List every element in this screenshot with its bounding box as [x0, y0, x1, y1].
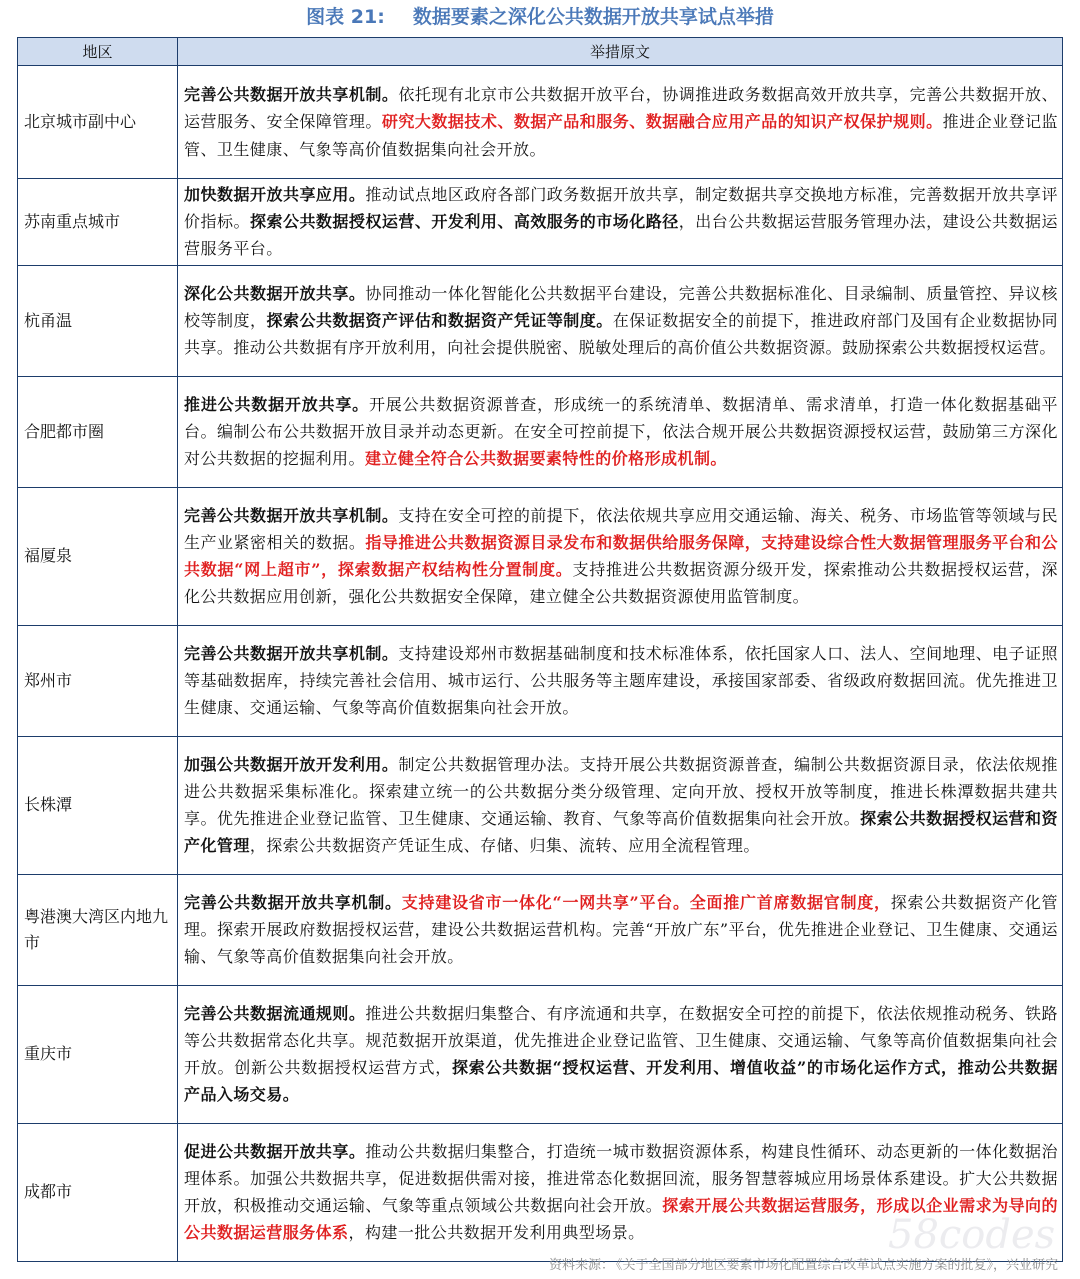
column-header-measures: 举措原文 [178, 38, 1063, 66]
emphasis-text: 探索公共数据“授权运营、开发利用、增值收益”的市场化运作方式，推动公共数据产品入场交易。 [184, 1058, 1058, 1105]
table-header-row [18, 38, 1063, 66]
heading-text: 完善公共数据开放共享机制。 [184, 85, 399, 105]
heading-text: 完善公共数据流通规则。 [184, 1003, 366, 1023]
emphasis-text: 探索公共数据授权运营、开发利用、高效服务的市场化路径 [249, 212, 679, 232]
measure-cell [178, 1123, 1063, 1261]
table-row [18, 625, 1063, 736]
measure-cell [178, 265, 1063, 376]
heading-text: 深化公共数据开放共享。 [184, 283, 366, 303]
region-cell: 合肥都市圈 [18, 376, 178, 487]
region-cell: 成都市 [18, 1123, 178, 1261]
watermark: 58codes [888, 1212, 1056, 1258]
table-row [18, 1123, 1063, 1261]
measures-table [17, 37, 1063, 1262]
source-text: 《关于全国部分地区要素市场化配置综合改革试点实施方案的批复》，兴业研究 [615, 1258, 1058, 1273]
body-text: ，出台公共数据运营服务管理办法，建设公共数据运营服务平台。 [184, 212, 1058, 259]
table-body [18, 66, 1063, 1262]
body-text: 推进企业登记监管、卫生健康、气象等高价值数据集向社会开放。 [184, 112, 1059, 159]
heading-text: 完善公共数据开放共享机制。 [184, 505, 399, 525]
heading-text: 促进公共数据开放共享。 [184, 1141, 366, 1161]
body-text: 推动公共数据归集整合，打造统一城市数据资源体系，构建良性循环、动态更新的一体化数据治理体系。加强公共数据共享，促进数据供需对接，推进常态化数据回流，服务智慧蓉城应用场景体系建设。扩大公共数据开放，积极推动交通运输、气象等重点领域公共数据向社会开放。 [184, 1141, 1058, 1216]
figure-title-text: 数据要素之深化公共数据开放共享试点举措 [412, 6, 774, 28]
body-text: 支持建设郑州市数据基础制度和技术标准体系，依托国家人口、法人、空间地理、电子证照等基础数据库，持续完善社会信用、城市运行、公共服务等主题库建设，承接国家部委、省级政府数据回流。优先推进卫生健康、交通运输、气象等高价值数据集向社会开放。 [184, 643, 1058, 718]
column-header-region: 地区 [18, 38, 178, 66]
measure-cell [178, 66, 1063, 179]
heading-text: 加强公共数据开放开发利用。 [184, 754, 399, 774]
figure-title [0, 0, 1080, 34]
region-cell: 北京城市副中心 [18, 66, 178, 179]
region-cell: 郑州市 [18, 625, 178, 736]
emphasis-text: 探索公共数据授权运营和资产化管理 [184, 809, 1058, 856]
body-text: 支持在安全可控的前提下，依法依规共享应用交通运输、海关、税务、市场监管等领域与民生产业紧密相关的数据。 [184, 505, 1058, 552]
table-row [18, 66, 1063, 179]
table-row [18, 874, 1063, 985]
body-text: 协同推动一体化智能化公共数据平台建设，完善公共数据标准化、目录编制、质量管控、异议核校等制度， [184, 283, 1058, 330]
body-text: 在保证数据安全的前提下，推进政府部门及国有企业数据协同共享。推动公共数据有序开放利用，向社会提供脱密、脱敏处理后的高价值公共数据资源。鼓励探索公共数据授权运营。 [184, 311, 1058, 358]
table-row [18, 265, 1063, 376]
region-cell: 粤港澳大湾区内地九市 [18, 874, 178, 985]
region-cell: 杭甬温 [18, 265, 178, 376]
measure-cell [178, 376, 1063, 487]
heading-text: 加快数据开放共享应用。 [184, 185, 366, 204]
body-text: ，探索公共数据资产凭证生成、存储、归集、流转、应用全流程管理。 [249, 836, 760, 856]
highlight-text: 指导推进公共数据资源目录发布和数据供给服务保障，支持建设综合性大数据管理服务平台和公共数据“网上超市”，探索数据产权结构性分置制度。 [184, 532, 1058, 580]
highlight-text: 支持建设省市一体化“一网共享”平台。全面推广首席数据官制度， [401, 892, 891, 912]
body-text: 开展公共数据资源普查，形成统一的系统清单、数据清单、需求清单，打造一体化数据基础平台。编制公布公共数据开放目录并动态更新。在安全可控前提下，依法合规开展公共数据资源授权运营，鼓励第三方深化对公共数据的挖掘利用。 [184, 394, 1059, 469]
body-text: 推动试点地区政府各部门政务数据开放共享，制定数据共享交换地方标准，完善数据开放共享评价指标。 [184, 185, 1058, 232]
measure-cell [178, 985, 1063, 1123]
body-text: 依托现有北京市公共数据开放平台，协调推进政务数据高效开放共享，完善公共数据开放、运营服务、安全保障管理。 [184, 85, 1058, 132]
heading-text: 完善公共数据开放共享机制。 [184, 643, 399, 663]
source-label: 资料来源： [548, 1258, 614, 1273]
figure-label: 图表 21: [306, 6, 385, 28]
table-row [18, 736, 1063, 874]
body-text: ，构建一批公共数据开发利用典型场景。 [348, 1223, 645, 1243]
heading-text: 推进公共数据开放共享。 [184, 394, 369, 414]
heading-text: 完善公共数据开放共享机制。 [184, 892, 402, 912]
region-cell: 福厦泉 [18, 487, 178, 625]
table-row [18, 376, 1063, 487]
region-cell: 苏南重点城市 [18, 179, 178, 266]
table-row [18, 985, 1063, 1123]
measure-cell [178, 736, 1063, 874]
body-text: 探索公共数据资产化管理。探索开展政府数据授权运营，建设公共数据运营机构。完善“开放广东”平台，优先推进企业登记、卫生健康、交通运输、气象等高价值数据集向社会开放。 [184, 892, 1058, 967]
emphasis-text: 探索公共数据资产评估和数据资产凭证等制度。 [266, 311, 613, 330]
measure-cell [178, 179, 1063, 266]
highlight-text: 建立健全符合公共数据要素特性的价格形成机制。 [364, 449, 727, 469]
highlight-text: 研究大数据技术、数据产品和服务、数据融合应用产品的知识产权保护规则。 [381, 112, 943, 132]
table-row [18, 179, 1063, 266]
measure-cell [178, 487, 1063, 625]
body-text: 制定公共数据管理办法。支持开展公共数据资源普查，编制公共数据资源目录，依法依规推进公共数据采集标准化。探索建立统一的公共数据分类分级管理、定向开放、授权开放等制度，推进长株潭数据共建共享。优先推进企业登记监管、卫生健康、交通运输、教育、气象等高价值数据集向社会开放。 [184, 754, 1058, 829]
table-row [18, 487, 1063, 625]
measure-cell [178, 625, 1063, 736]
source-note [547, 1256, 1058, 1276]
region-cell: 长株潭 [18, 736, 178, 874]
highlight-text: 探索开展公共数据运营服务，形成以企业需求为导向的公共数据运营服务体系 [184, 1196, 1058, 1243]
body-text: 支持推进公共数据资源分级开发，探索推动公共数据授权运营，深化公共数据应用创新，强化公共数据安全保障，建立健全公共数据资源使用监管制度。 [184, 560, 1058, 607]
measure-cell [178, 874, 1063, 985]
region-cell: 重庆市 [18, 985, 178, 1123]
body-text: 推进公共数据归集整合、有序流通和共享，在数据安全可控的前提下，依法依规推动税务、铁路等公共数据常态化共享。规范数据开放渠道，优先推进企业登记监管、卫生健康、交通运输、气象等高价值数据集向社会开放。创新公共数据授权运营方式， [184, 1003, 1058, 1078]
